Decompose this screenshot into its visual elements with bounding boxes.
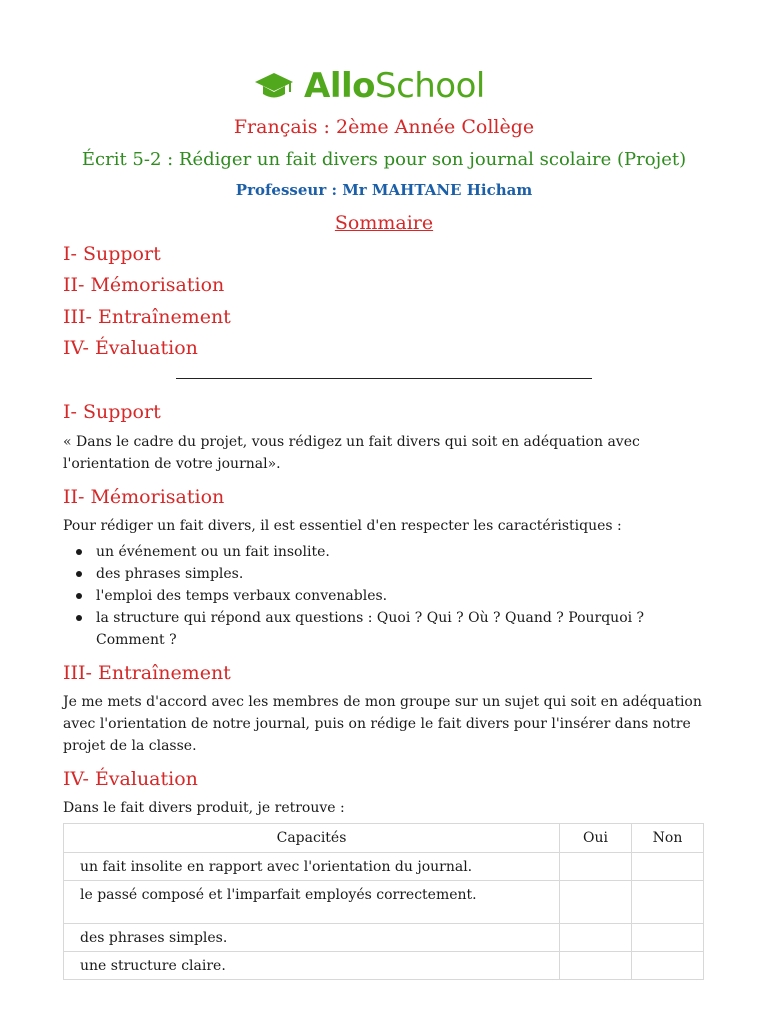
non-cell[interactable]	[632, 952, 704, 980]
oui-cell[interactable]	[560, 853, 632, 881]
horizontal-divider	[176, 378, 592, 379]
evaluation-intro: Dans le fait divers produit, je retrouve :	[63, 800, 345, 816]
section-heading-support: I- Support	[63, 401, 161, 423]
section-heading-evaluation: IV- Évaluation	[63, 768, 198, 790]
non-cell[interactable]	[632, 881, 704, 924]
table-row	[64, 952, 704, 980]
list-item: la structure qui répond aux questions : Quoi ? Qui ? Où ? Quand ? Pourquoi ? Comment ?	[63, 607, 683, 651]
list-item: des phrases simples.	[63, 563, 683, 585]
capacity-cell: des phrases simples.	[64, 924, 560, 952]
table-header-row	[64, 824, 704, 853]
table-row	[64, 924, 704, 952]
capacity-cell: une structure claire.	[64, 952, 560, 980]
list-item: un événement ou un fait insolite.	[63, 541, 683, 563]
table-row	[64, 853, 704, 881]
graduation-cap-icon	[254, 69, 294, 103]
section-heading-entrainement: III- Entraînement	[63, 662, 231, 684]
column-header-capacites: Capacités	[64, 824, 560, 853]
characteristics-list	[63, 541, 683, 651]
column-header-non: Non	[632, 824, 704, 853]
professor-name: Professeur : Mr MAHTANE Hicham	[235, 181, 533, 199]
support-text: « Dans le cadre du projet, vous rédigez un fait divers qui soit en adéquation avec l'orientation de votre journal».	[63, 434, 640, 472]
memorisation-intro: Pour rédiger un fait divers, il est essentiel d'en respecter les caractéristiques :	[63, 518, 622, 534]
table-row	[64, 881, 704, 924]
list-item: l'emploi des temps verbaux convenables.	[63, 585, 683, 607]
capacity-cell: un fait insolite en rapport avec l'orientation du journal.	[64, 853, 560, 881]
lesson-title: Écrit 5-2 : Rédiger un fait divers pour son journal scolaire (Projet)	[81, 149, 687, 170]
summary-item[interactable]: IV- Évaluation	[63, 337, 198, 359]
non-cell[interactable]	[632, 924, 704, 952]
evaluation-table	[63, 823, 704, 980]
summary-item[interactable]: II- Mémorisation	[63, 274, 225, 296]
section-heading-memorisation: II- Mémorisation	[63, 486, 225, 508]
oui-cell[interactable]	[560, 952, 632, 980]
non-cell[interactable]	[632, 853, 704, 881]
oui-cell[interactable]	[560, 924, 632, 952]
column-header-oui: Oui	[560, 824, 632, 853]
summary-title: Sommaire	[334, 212, 434, 234]
brand-name: AlloSchool	[304, 66, 485, 106]
entrainement-text: Je me mets d'accord avec les membres de mon groupe sur un sujet qui soit en adéquation avec l'orientation de notre journal, puis on rédige le fait divers pour l'insérer dans notre projet de la classe.	[63, 694, 702, 754]
summary-item[interactable]: I- Support	[63, 243, 161, 265]
alloschool-logo[interactable]	[254, 64, 485, 108]
capacity-cell: le passé composé et l'imparfait employés correctement.	[64, 881, 560, 924]
summary-item[interactable]: III- Entraînement	[63, 306, 231, 328]
oui-cell[interactable]	[560, 881, 632, 924]
subject-title: Français : 2ème Année Collège	[233, 116, 535, 138]
